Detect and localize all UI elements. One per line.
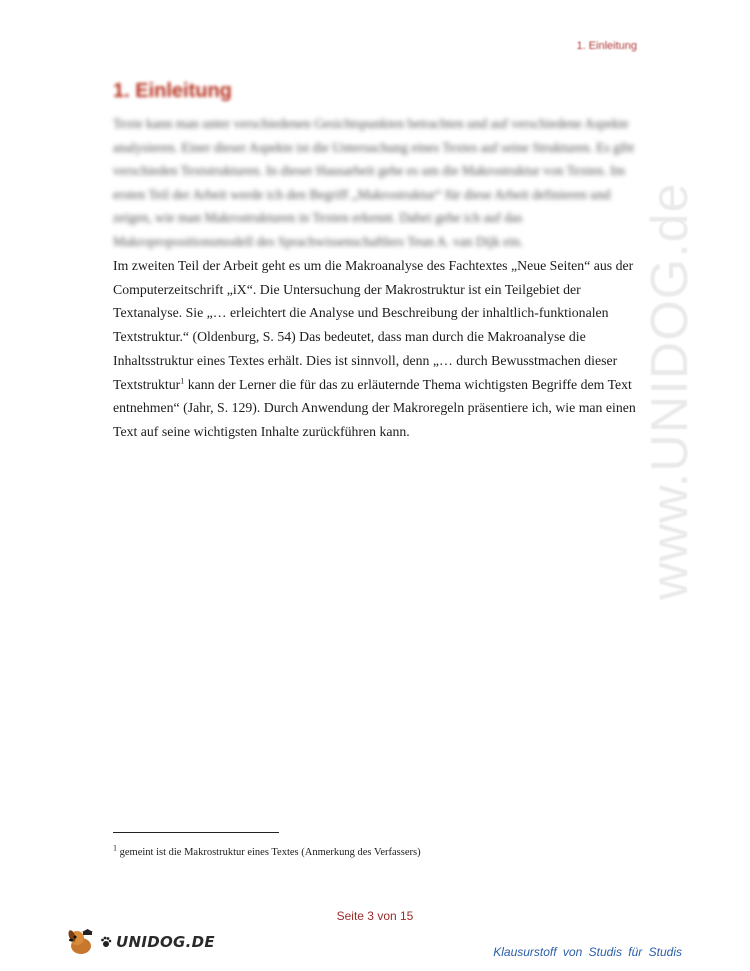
body-text-part-1: Im zweiten Teil der Arbeit geht es um die Makroanalyse des Fachtextes „Neue Seiten“ aus der Computerzeitschrift „iX“. Die Untersuchung der Makrostruktur ist ein Teilgebiet der Textanalyse. Sie „… erleichtert die Analyse und Beschreibung der inhaltlich-funktionalen Textstruktur.“ (Oldenburg, S. 54) Das bedeutet, dass man durch die Makroanalyse die Inhaltsstruktur eines Textes erhält. Dies ist sinnvoll, denn „… durch Bewusstmachen dieser Textstruktur — [113, 258, 634, 392]
dog-mascot-icon — [66, 928, 96, 956]
blurred-paragraph: Texte kann man unter verschiedenen Gesichtspunkten betrachten und auf verschiedene Aspekte analysieren. Einer dieser Aspekte ist die Untersuchung eines Textes auf seine Strukturen. Es gibt verschieden Textstrukturen. In dieser Hausarbeit gehe es um die Makrostruktur von Texten. Im ersten Teil der Arbeit werde ich den Begriff „Makrostruktur“ für diese Arbeit definieren und zeigen, wie man Makrostrukturen in Texten erkennt. Dabei gehe ich auf das Makropropositionsmodell des Sprachwissenschaftlers Teun A. van Dijk ein. — [113, 116, 635, 249]
body-paragraph — [113, 254, 643, 444]
footnote-marker: 1 — [113, 843, 117, 853]
footnote-divider — [113, 832, 279, 833]
paw-icon — [100, 936, 112, 948]
body-text-part-2: kann der Lerner die für das zu erläuternde Thema wichtigsten Begriffe dem Text entnehmen“ (Jahr, S. 129). Durch Anwendung der Makroregeln präsentiere ich, wie man einen Text auf seine wichtigsten Inhalte zurückführen kann. — [113, 376, 636, 439]
page-number: Seite 3 von 15 — [336, 909, 414, 923]
footnote-text: gemeint ist die Makrostruktur eines Textes (Anmerkung des Verfassers) — [117, 847, 421, 858]
logo-wordmark: UNIDOG.DE — [116, 933, 215, 951]
unidog-logo[interactable] — [66, 928, 215, 956]
section-heading: 1. Einleitung — [113, 80, 232, 102]
footnote-reference: 1 — [180, 375, 185, 385]
watermark: www.UNIDOG.de — [641, 182, 699, 600]
running-header: 1. Einleitung — [576, 40, 637, 52]
footer-tagline: Klausurstoff von Studis für Studis — [493, 945, 682, 959]
footnote — [113, 843, 421, 858]
